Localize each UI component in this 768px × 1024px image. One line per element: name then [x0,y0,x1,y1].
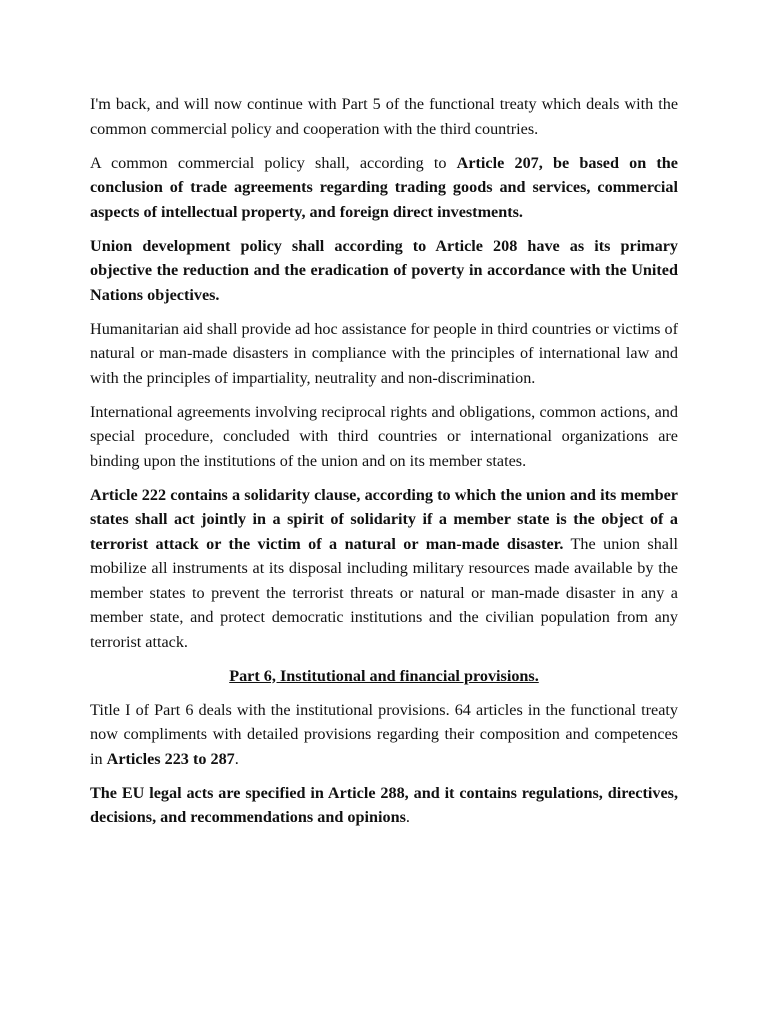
document-body [90,92,678,839]
paragraph-title-one [90,698,678,772]
text-segment: I'm back, and will now continue with Part 5 of the functional treaty which deals with the common commercial policy and cooperation with the third countries. [90,95,678,138]
text-segment: The union shall mobilize all instruments at its disposal including military resources made available by the member states to prevent the terrorist threats or natural or man-made disaster in any a member state, and protect democratic institutions and the civilian population from any terrorist attack. [90,534,678,651]
paragraph-article-222 [90,483,678,655]
bold-text-segment: Article 207, be based on the conclusion of trade agreements regarding trading goods and services, commercial aspects of intellectual property, and foreign direct investments. [90,153,678,221]
text-segment: International agreements involving reciprocal rights and obligations, common actions, and special procedure, concluded with third countries or international organizations are binding upon the institutions of the union and on its member states. [90,402,678,470]
paragraph-article-208 [90,234,678,308]
text-segment: . [405,808,410,826]
bold-text-segment: Union development policy shall according to Article 208 have as its primary objective the reduction and the eradication of poverty in accordance with the United Nations objectives. [90,236,678,304]
bold-text-segment: Article 222 contains a solidarity clause, according to which the union and its member states shall act jointly in a spirit of solidarity if a member state is the object of a terrorist attack or the victim of a natural or man-made disaster. [90,485,678,553]
bold-text-segment: Articles 223 to 287 [106,749,235,768]
paragraph-part5-intro [90,92,678,141]
paragraph-international-agreements [90,400,678,474]
text-segment: A common commercial policy shall, according to [90,153,457,172]
paragraph-article-207 [90,151,678,225]
section-heading-part6: Part 6, Institutional and financial provisions. [229,666,539,685]
paragraph-article-288 [90,781,678,830]
text-segment: Title I of Part 6 deals with the institutional provisions. 64 articles in the functional treaty now compliments with detailed provisions regarding their composition and competences in [90,700,678,768]
paragraph-humanitarian-aid [90,317,678,391]
bold-text-segment: The EU legal acts are specified in Article 288, and it contains regulations, directives, decisions, and recommendations and opinions [90,783,678,826]
text-segment: Humanitarian aid shall provide ad hoc assistance for people in third countries or victims of natural or man-made disasters in compliance with the principles of international law and with the principles of impartiality, neutrality and non-discrimination. [90,319,678,387]
text-segment: . [234,749,239,768]
